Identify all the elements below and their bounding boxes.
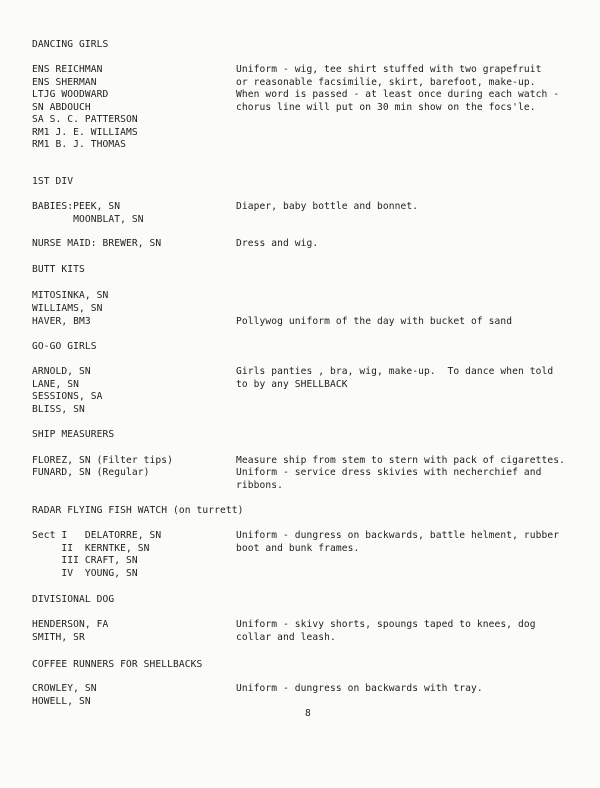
roster-name: MITOSINKA, SN xyxy=(32,290,109,301)
roster-name: WILLIAMS, SN xyxy=(32,303,103,314)
roster-name: III CRAFT, SN xyxy=(32,555,138,566)
roster-name: LANE, SN xyxy=(32,379,80,390)
costume-description: Dress and wig. xyxy=(236,238,319,249)
costume-description: Girls panties , bra, wig, make-up. To dance when told xyxy=(236,366,554,377)
section-heading: GO-GO GIRLS xyxy=(32,341,97,352)
roster-name: II KERNTKE, SN xyxy=(32,543,150,554)
costume-description: chorus line will put on 30 min show on the focs'le. xyxy=(236,102,536,113)
section-heading: DANCING GIRLS xyxy=(32,39,109,50)
roster-name: MOONBLAT, SN xyxy=(32,214,144,225)
roster-name: ENS SHERMAN xyxy=(32,77,97,88)
roster-name: Sect I DELATORRE, SN xyxy=(32,530,162,541)
costume-description: ribbons. xyxy=(236,480,284,491)
roster-name: HENDERSON, FA xyxy=(32,619,109,630)
costume-description: Uniform - dungress on backwards with tray. xyxy=(236,683,483,694)
page-number: 8 xyxy=(305,708,311,719)
costume-description: boot and bunk frames. xyxy=(236,543,360,554)
roster-name: SESSIONS, SA xyxy=(32,391,103,402)
roster-name: FLOREZ, SN (Filter tips) xyxy=(32,455,174,466)
costume-description: to by any SHELLBACK xyxy=(236,379,348,390)
section-heading: SHIP MEASURERS xyxy=(32,429,115,440)
section-heading: 1ST DIV xyxy=(32,176,74,187)
roster-name: RM1 J. E. WILLIAMS xyxy=(32,127,138,138)
roster-name: SA S. C. PATTERSON xyxy=(32,114,138,125)
costume-description: Pollywog uniform of the day with bucket of sand xyxy=(236,316,513,327)
section-heading: RADAR FLYING FISH WATCH (on turrett) xyxy=(32,505,244,516)
roster-name: IV YOUNG, SN xyxy=(32,568,138,579)
section-heading: COFFEE RUNNERS FOR SHELLBACKS xyxy=(32,659,203,670)
roster-name: ENS REICHMAN xyxy=(32,64,103,75)
roster-name: BABIES:PEEK, SN xyxy=(32,201,121,212)
section-heading: DIVISIONAL DOG xyxy=(32,594,115,605)
roster-name: HAVER, BM3 xyxy=(32,316,91,327)
roster-name: RM1 B. J. THOMAS xyxy=(32,139,127,150)
costume-description: Measure ship from stem to stern with pack of cigarettes. xyxy=(236,455,566,466)
costume-description: Uniform - dungress on backwards, battle helment, rubber xyxy=(236,530,560,541)
costume-description: collar and leash. xyxy=(236,632,336,643)
roster-name: HOWELL, SN xyxy=(32,696,91,707)
roster-name: ARNOLD, SN xyxy=(32,366,91,377)
costume-description: Diaper, baby bottle and bonnet. xyxy=(236,201,419,212)
section-heading: BUTT KITS xyxy=(32,264,85,275)
roster-name: BLISS, SN xyxy=(32,404,85,415)
roster-name: SMITH, SR xyxy=(32,632,85,643)
costume-description: Uniform - skivy shorts, spoungs taped to knees, dog xyxy=(236,619,536,630)
roster-name: FUNARD, SN (Regular) xyxy=(32,467,150,478)
costume-description: When word is passed - at least once during each watch - xyxy=(236,89,560,100)
roster-name: LTJG WOODWARD xyxy=(32,89,109,100)
roster-name: CROWLEY, SN xyxy=(32,683,97,694)
costume-description: Uniform - wig, tee shirt stuffed with two grapefruit xyxy=(236,64,542,75)
costume-description: or reasonable facsimilie, skirt, barefoot, make-up. xyxy=(236,77,536,88)
roster-name: NURSE MAID: BREWER, SN xyxy=(32,238,162,249)
costume-description: Uniform - service dress skivies with necherchief and xyxy=(236,467,542,478)
roster-name: SN ABDOUCH xyxy=(32,102,91,113)
